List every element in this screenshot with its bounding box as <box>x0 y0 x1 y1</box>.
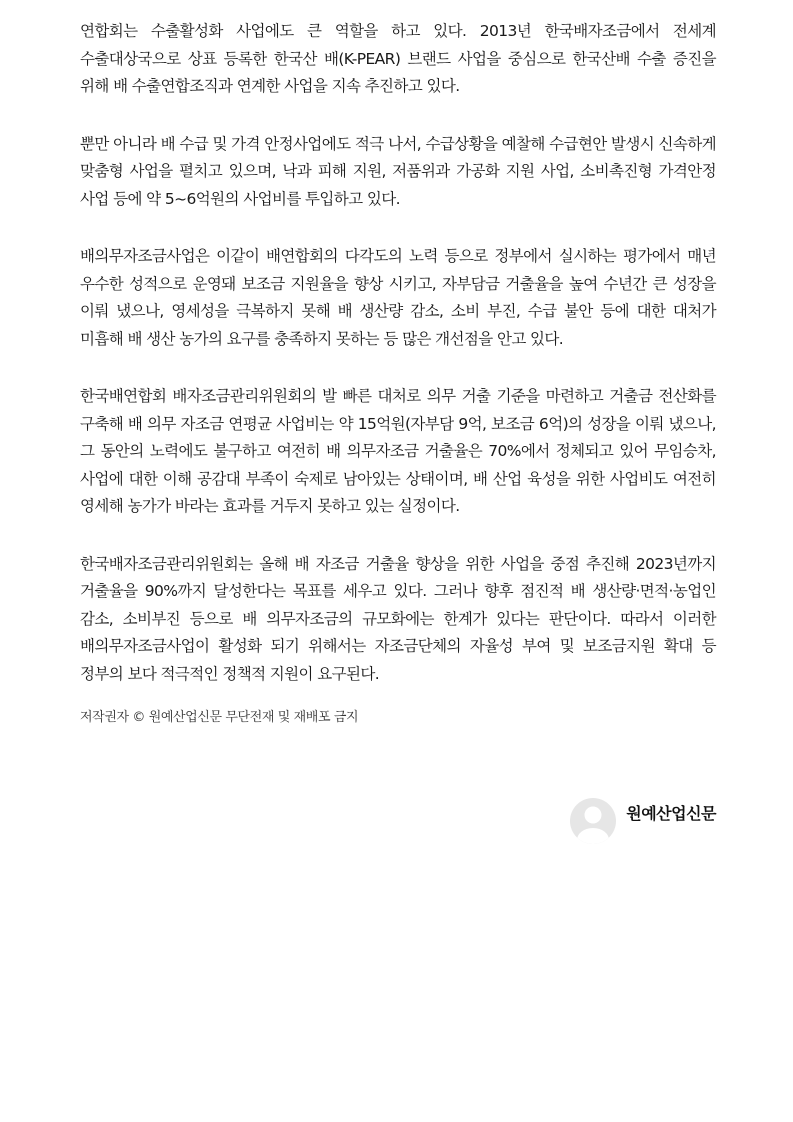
paragraph-1: 연합회는 수출활성화 사업에도 큰 역할을 하고 있다. 2013년 한국배자조금에서 전세계 수출대상국으로 상표 등록한 한국산 배(K-PEAR) 브랜드 사업을 중심으로 한국산배 수출 증진을 위해 배 수출연합조직과 연계한 사업을 지속 추진하고 있다. <box>80 22 716 95</box>
author-name[interactable]: 원예산업신문 <box>626 803 716 823</box>
copyright-notice: 저작권자 © 원예산업신문 무단전재 및 재배포 금지 <box>80 710 359 725</box>
paragraph-4: 한국배연합회 배자조금관리위원회의 발 빠른 대처로 의무 거출 기준을 마련하고 거출금 전산화를 구축해 배 의무 자조금 연평균 사업비는 약 15억원(자부담 9억, 보조금 6억)의 성장을 이뤄 냈으나, 그 동안의 노력에도 불구하고 여전히 배 의무자조금 거출율은 70%에서 정체되고 있어 무임승차, 사업에 대한 이해 공감대 부족이 숙제로 남아있는 상태이며, 배 산업 육성을 위한 사업비도 여전히 영세해 농가가 바라는 효과를 거두지 못하고 있는 실정이다. <box>80 387 716 515</box>
paragraph-2: 뿐만 아니라 배 수급 및 가격 안정사업에도 적극 나서, 수급상황을 예찰해 수급현안 발생시 신속하게 맞춤형 사업을 펼치고 있으며, 낙과 피해 지원, 저품위과 가공화 지원 사업, 소비촉진형 가격안정 사업 등에 약 5~6억원의 사업비를 투입하고 있다. <box>80 134 716 208</box>
article-body <box>80 18 716 728</box>
user-avatar-icon[interactable] <box>570 798 616 844</box>
author-byline[interactable] <box>570 798 716 844</box>
paragraph-3: 배의무자조금사업은 이같이 배연합회의 다각도의 노력 등으로 정부에서 실시하는 평가에서 매년 우수한 성적으로 운영돼 보조금 지원율을 향상 시키고, 자부담금 거출율을 높여 수년간 큰 성장을 이뤄 냈으나, 영세성을 극복하지 못해 배 생산량 감소, 소비 부진, 수급 불안 등에 대한 대처가 미흡해 배 생산 농가의 요구를 충족하지 못하는 등 많은 개선점을 안고 있다. <box>80 247 716 348</box>
avatar-silhouette-icon <box>570 798 616 844</box>
paragraph-5: 한국배자조금관리위원회는 올해 배 자조금 거출율 향상을 위한 사업을 중점 추진해 2023년까지 거출율을 90%까지 달성한다는 목표를 세우고 있다. 그러나 향후 점진적 배 생산량·면적·농업인 감소, 소비부진 등으로 배 의무자조금의 규모화에는 한계가 있다는 판단이다. 따라서 이러한 배의무자조금사업이 활성화 되기 위해서는 자조금단체의 자율성 부여 및 보조금지원 확대 등 정부의 보다 적극적인 정책적 지원이 요구된다. <box>80 554 716 683</box>
